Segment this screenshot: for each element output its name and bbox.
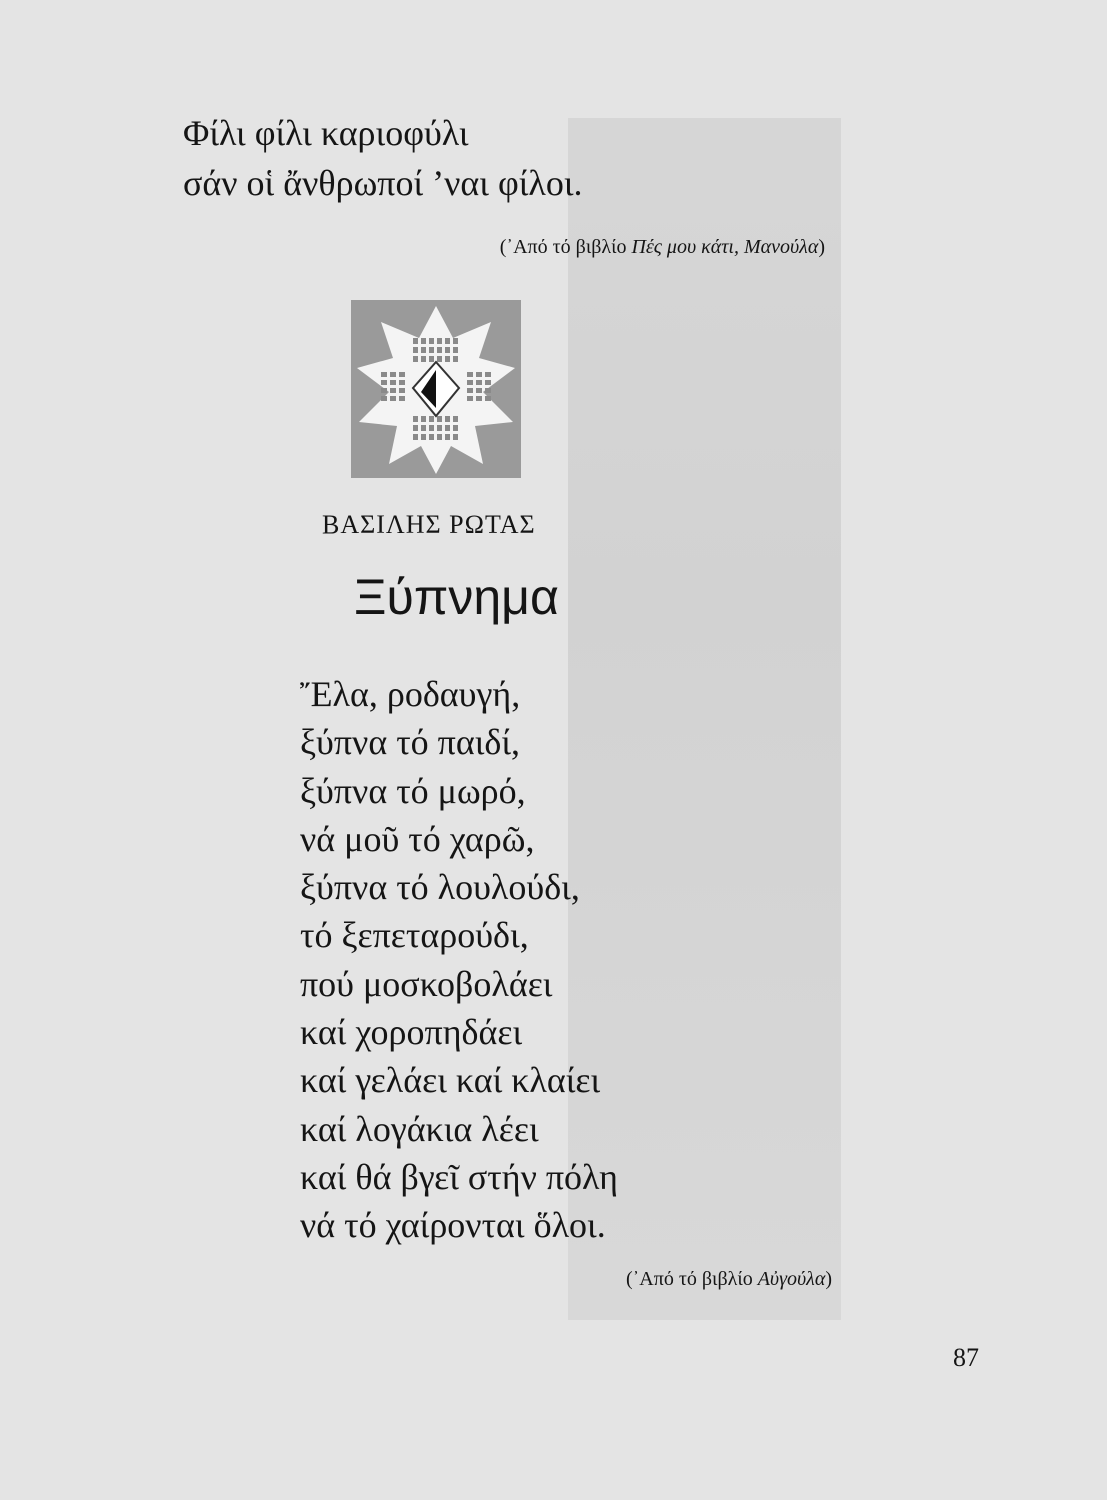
poem-line: καί λογάκια λέει	[300, 1108, 539, 1149]
source-book-title: Αὐγούλα	[757, 1268, 826, 1290]
poem-author: ΒΑΣΙΛΗΣ ΡΩΤΑΣ	[322, 510, 536, 539]
star-tile-ornament-icon	[351, 300, 521, 478]
poem-line: τό ξεπεταρούδι,	[300, 915, 529, 956]
source-prefix: (᾿Από τό βιβλίο	[499, 236, 632, 258]
poem-body	[300, 670, 618, 1250]
previous-poem-ending	[183, 108, 583, 208]
source-prefix: (᾿Από τό βιβλίο	[625, 1268, 758, 1290]
source-suffix: )	[825, 1268, 832, 1290]
poem-line: καί χοροπηδάει	[300, 1012, 523, 1053]
poem-source	[626, 1268, 832, 1291]
verse-line: σάν οἱ ἄνθρωποί ’ναι φίλοι.	[183, 163, 583, 203]
poem-line: ξύπνα τό μωρό,	[300, 770, 526, 811]
poem-line: νά τό χαίρονται ὅλοι.	[300, 1205, 606, 1246]
poem-line: πού μοσκοβολάει	[300, 963, 553, 1004]
poem-line: καί θά βγεῖ στήν πόλη	[300, 1156, 619, 1197]
previous-poem-source	[500, 236, 825, 259]
poem-line: καί γελάει καί κλαίει	[300, 1060, 601, 1101]
source-suffix: )	[818, 236, 825, 258]
source-book-title: Πές μου κάτι, Μανούλα	[631, 236, 819, 258]
poem-line: ξύπνα τό παιδί,	[300, 722, 521, 763]
verse-line: Φίλι φίλι καριοφύλι	[183, 113, 469, 153]
page-number: 87	[953, 1343, 979, 1372]
poem-line: Ἔλα, ροδαυγή,	[300, 674, 521, 714]
poem-title: Ξύπνημα	[354, 569, 559, 625]
poem-line: ξύπνα τό λουλούδι,	[300, 867, 580, 908]
poem-line: νά μοῦ τό χαρῶ,	[300, 818, 535, 859]
